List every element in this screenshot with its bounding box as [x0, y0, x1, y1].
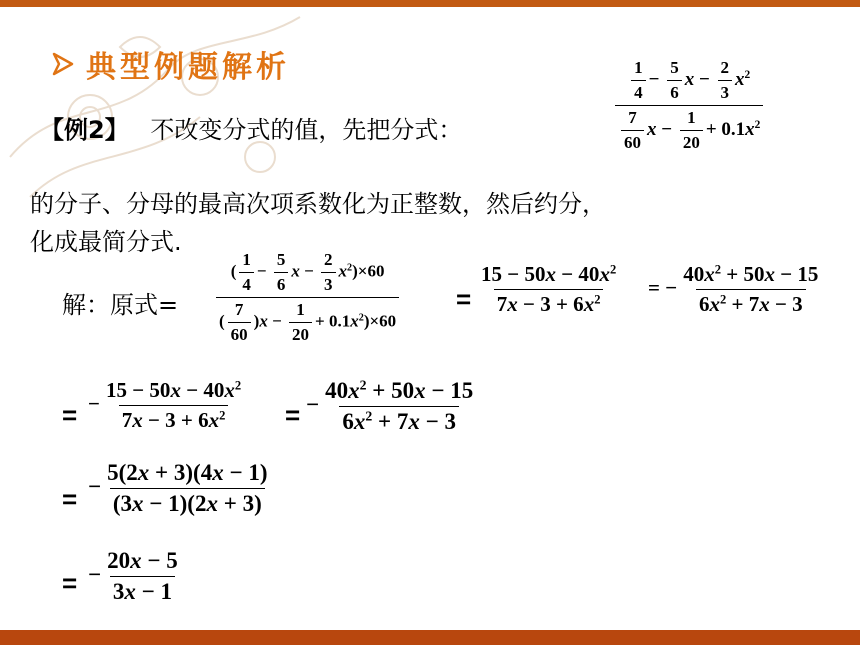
step5-fraction: − $\frac{40x^2 + 50x - 15}{6x^2 + 7x - 3}$ [306, 377, 474, 434]
top-bar [0, 0, 860, 7]
solution-label [62, 285, 178, 320]
example-label: 【例2】 [40, 116, 129, 144]
step2-fraction: $\frac{15 - 50x - 40x^2}{7x - 3 + 6x^2}$ [481, 262, 617, 316]
heading [50, 42, 290, 86]
solution-label-text: 解：原式= [62, 291, 179, 319]
step3-fraction: = − $\frac{40x^2 + 50x - 15}{6x^2 + 7x - 3}$ [648, 262, 819, 316]
example-prompt: 不改变分式的值，先把分式： [150, 116, 463, 144]
equals-sign: = [285, 400, 301, 430]
step4-fraction: − $\frac{15 - 50x - 40x^2}{7x - 3 + 6x^2}$ [88, 378, 242, 432]
step1-fraction: ( $\frac{1}{4}$ − $\frac{5}{6}$ x − $\frac{2}{3}$ $x^2)\times 60$ ( $\frac{7}{60}$ )x − $\frac{1}{20}$ + $0.1x^2)\times 60$ [213, 250, 402, 345]
background-flower-art [0, 7, 330, 207]
example-line [40, 110, 462, 145]
equals-sign: = [62, 400, 78, 430]
step6-fraction: − $\frac{5(2x + 3)(4x - 1)}{(3x - 1)(2x + 3)}$ [88, 460, 268, 516]
text-line-2: 的分子、分母的最高次项系数化为正整数，然后约分， [30, 190, 606, 218]
equals-sign: = [62, 484, 78, 514]
result-fraction: − $\frac{20x - 5}{3x - 1}$ [88, 548, 178, 604]
given-fraction: $\frac{1}{4}$ − $\frac{5}{6}$ x − $\frac{2}{3}$ $x^2$ $\frac{7}{60}$ x − $\frac{1}{20}$ + $0.1x^2$ [612, 58, 766, 153]
arrow-bullet-icon [50, 51, 76, 77]
equals-sign: = [456, 284, 472, 314]
heading-title: 典型例题解析 [86, 50, 290, 85]
equals-sign: = [62, 568, 78, 598]
text-line-3: 化成最简分式. [30, 228, 182, 256]
bottom-bar [0, 630, 860, 645]
